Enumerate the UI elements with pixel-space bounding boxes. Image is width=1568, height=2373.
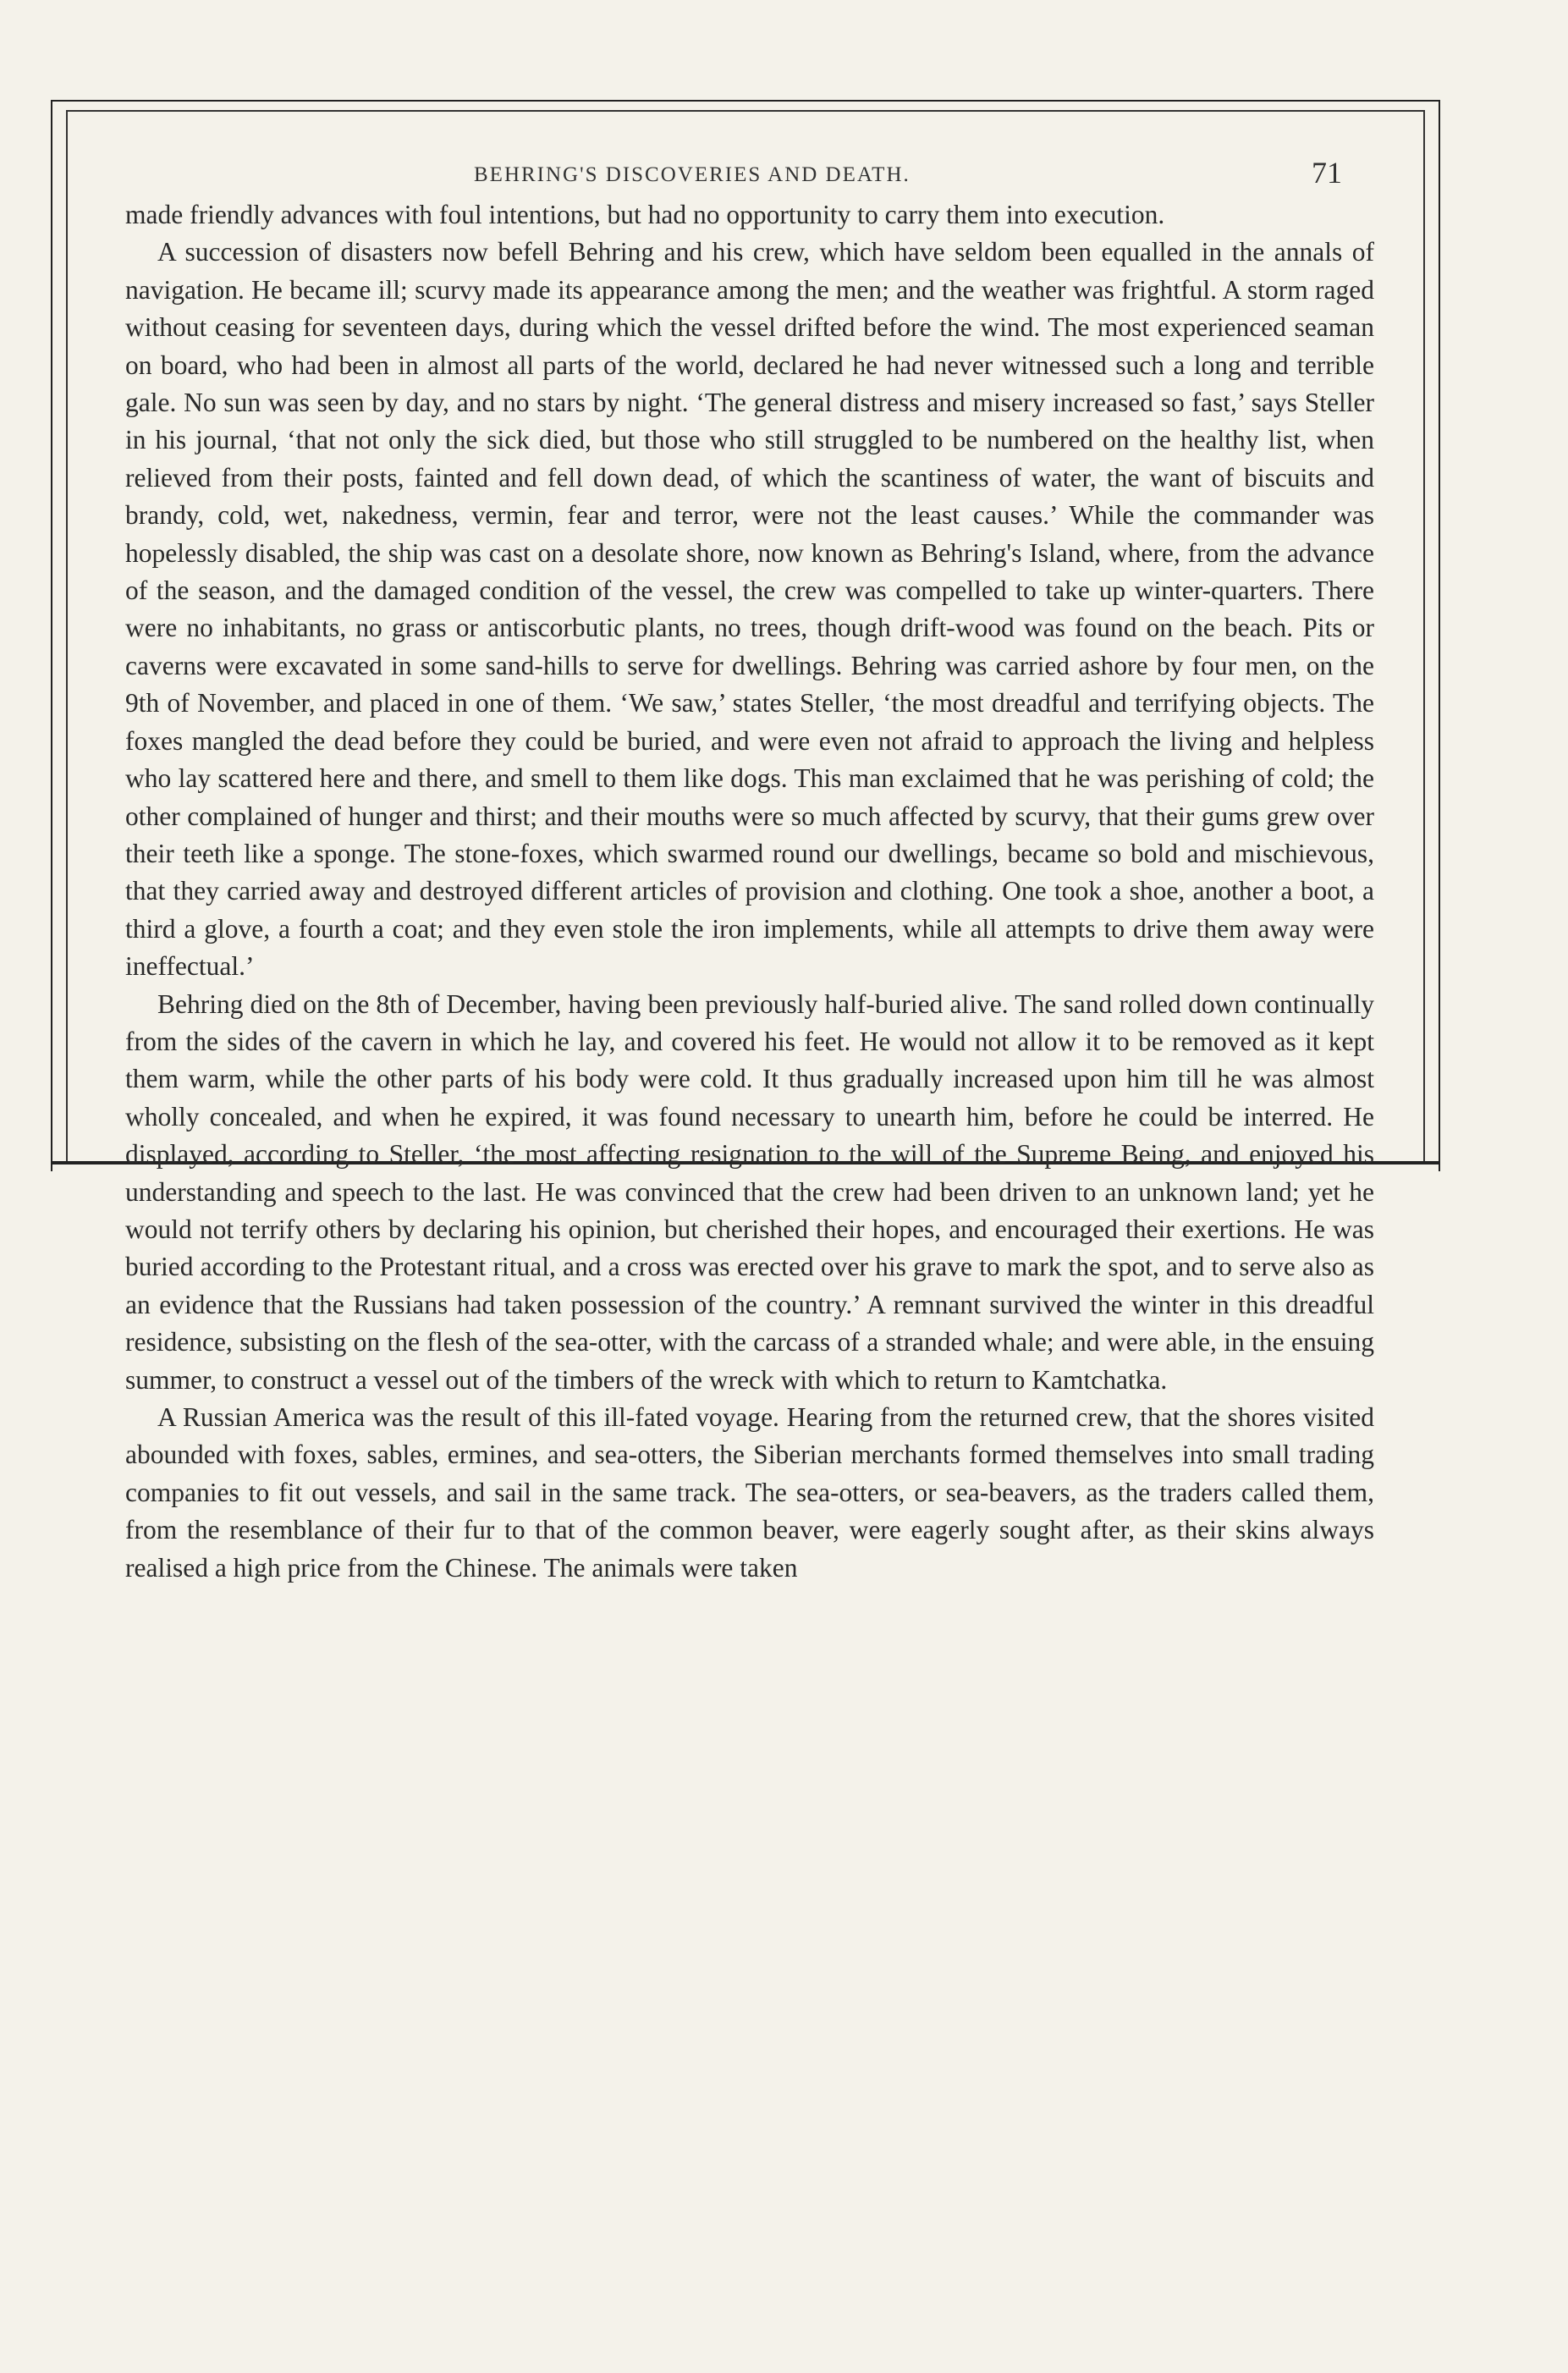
paragraph-continuation: made friendly advances with foul intentions, but had no opportunity to carry them into execution. xyxy=(125,200,1165,229)
paragraph-disasters: A succession of disasters now befell Behring and his crew, which have seldom been equalled in the annals of navigation. He became ill; scurvy made its appearance among the men; and the weather was frightful. A storm raged without ceasing for seventeen days, during which the vessel drifted before the wind. The most experienced seaman on board, who had been in almost all parts of the world, declared he had never witnessed such a long and terrible gale. No sun was seen by day, and no stars by night. ‘The general distress and misery increased so fast,’ says Steller in his journal, ‘that not only the sick died, but those who still struggled to be numbered on the healthy list, when relieved from their posts, fainted and fell down dead, of which the scantiness of water, the want of biscuits and brandy, cold, wet, nakedness, vermin, fear and terror, were not the least causes.’ While the commander was hopelessly disabled, the ship was cast on a desolate shore, now known as Behring's Island, where, from the advance of the season, and the damaged condition of the vessel, the crew was compelled to take up winter-quarters. There were no inhabitants, no grass or antiscorbutic plants, no trees, though drift-wood was found on the beach. Pits or caverns were excavated in some sand-hills to serve for dwellings. Behring was carried ashore by four men, on the 9th of November, and placed in one of them. ‘We saw,’ states Steller, ‘the most dreadful and terrifying objects. The foxes mangled the dead before they could be buried, and were even not afraid to approach the living and helpless who lay scattered here and there, and smell to them like dogs. This man exclaimed that he was perishing of cold; the other complained of hunger and thirst; and their mouths were so much affected by scurvy, that their gums grew over their teeth like a sponge. The stone-foxes, which swarmed round our dwellings, became so bold and mischievous, that they carried away and destroyed different articles of provision and clothing. One took a shoe, another a boot, a third a glove, a fourth a coat; and they even stole the iron implements, while all attempts to drive them away were ineffectual.’ xyxy=(125,237,1374,982)
page-number: 71 xyxy=(1312,156,1342,190)
running-title: BEHRING'S DISCOVERIES AND DEATH. xyxy=(474,163,911,186)
paragraph-russian-america: A Russian America was the result of this ill-fated voyage. Hearing from the returned crew, that the shores visited abounded with foxes, sables, ermines, and sea-otters, the Siberian merchants formed themselves into small trading companies to fit out vessels, and sail in the same track. The sea-otters, or sea-beavers, as the traders called them, from the resemblance of their fur to that of the common beaver, were eagerly sought after, as their skins always realised a high price from the Chinese. The animals were taken xyxy=(125,1402,1374,1583)
paragraph-death: Behring died on the 8th of December, having been previously half-buried alive. The sand rolled down continually from the sides of the cavern in which he lay, and covered his feet. He would not allow it to be removed as it kept them warm, while the other parts of his body were cold. It thus gradually increased upon him till he was almost wholly concealed, and when he expired, it was found necessary to unearth him, before he could be interred. He displayed, according to Steller, ‘the most affecting resignation to the will of the Supreme Being, and enjoyed his understanding and speech to the last. He was convinced that the crew had been driven to an unknown land; yet he would not terrify others by declaring his opinion, but cherished their hopes, and encouraged their exertions. He was buried according to the Protestant ritual, and a cross was erected over his grave to mark the spot, and to serve also as an evidence that the Russians had taken possession of the country.’ A remnant survived the winter in this dreadful residence, subsisting on the flesh of the sea-otter, with the carcass of a stranded whale; and were able, in the ensuing summer, to construct a vessel out of the timbers of the wreck with which to return to Kamtchatka. xyxy=(125,988,1374,1395)
body-text xyxy=(125,196,1374,1587)
